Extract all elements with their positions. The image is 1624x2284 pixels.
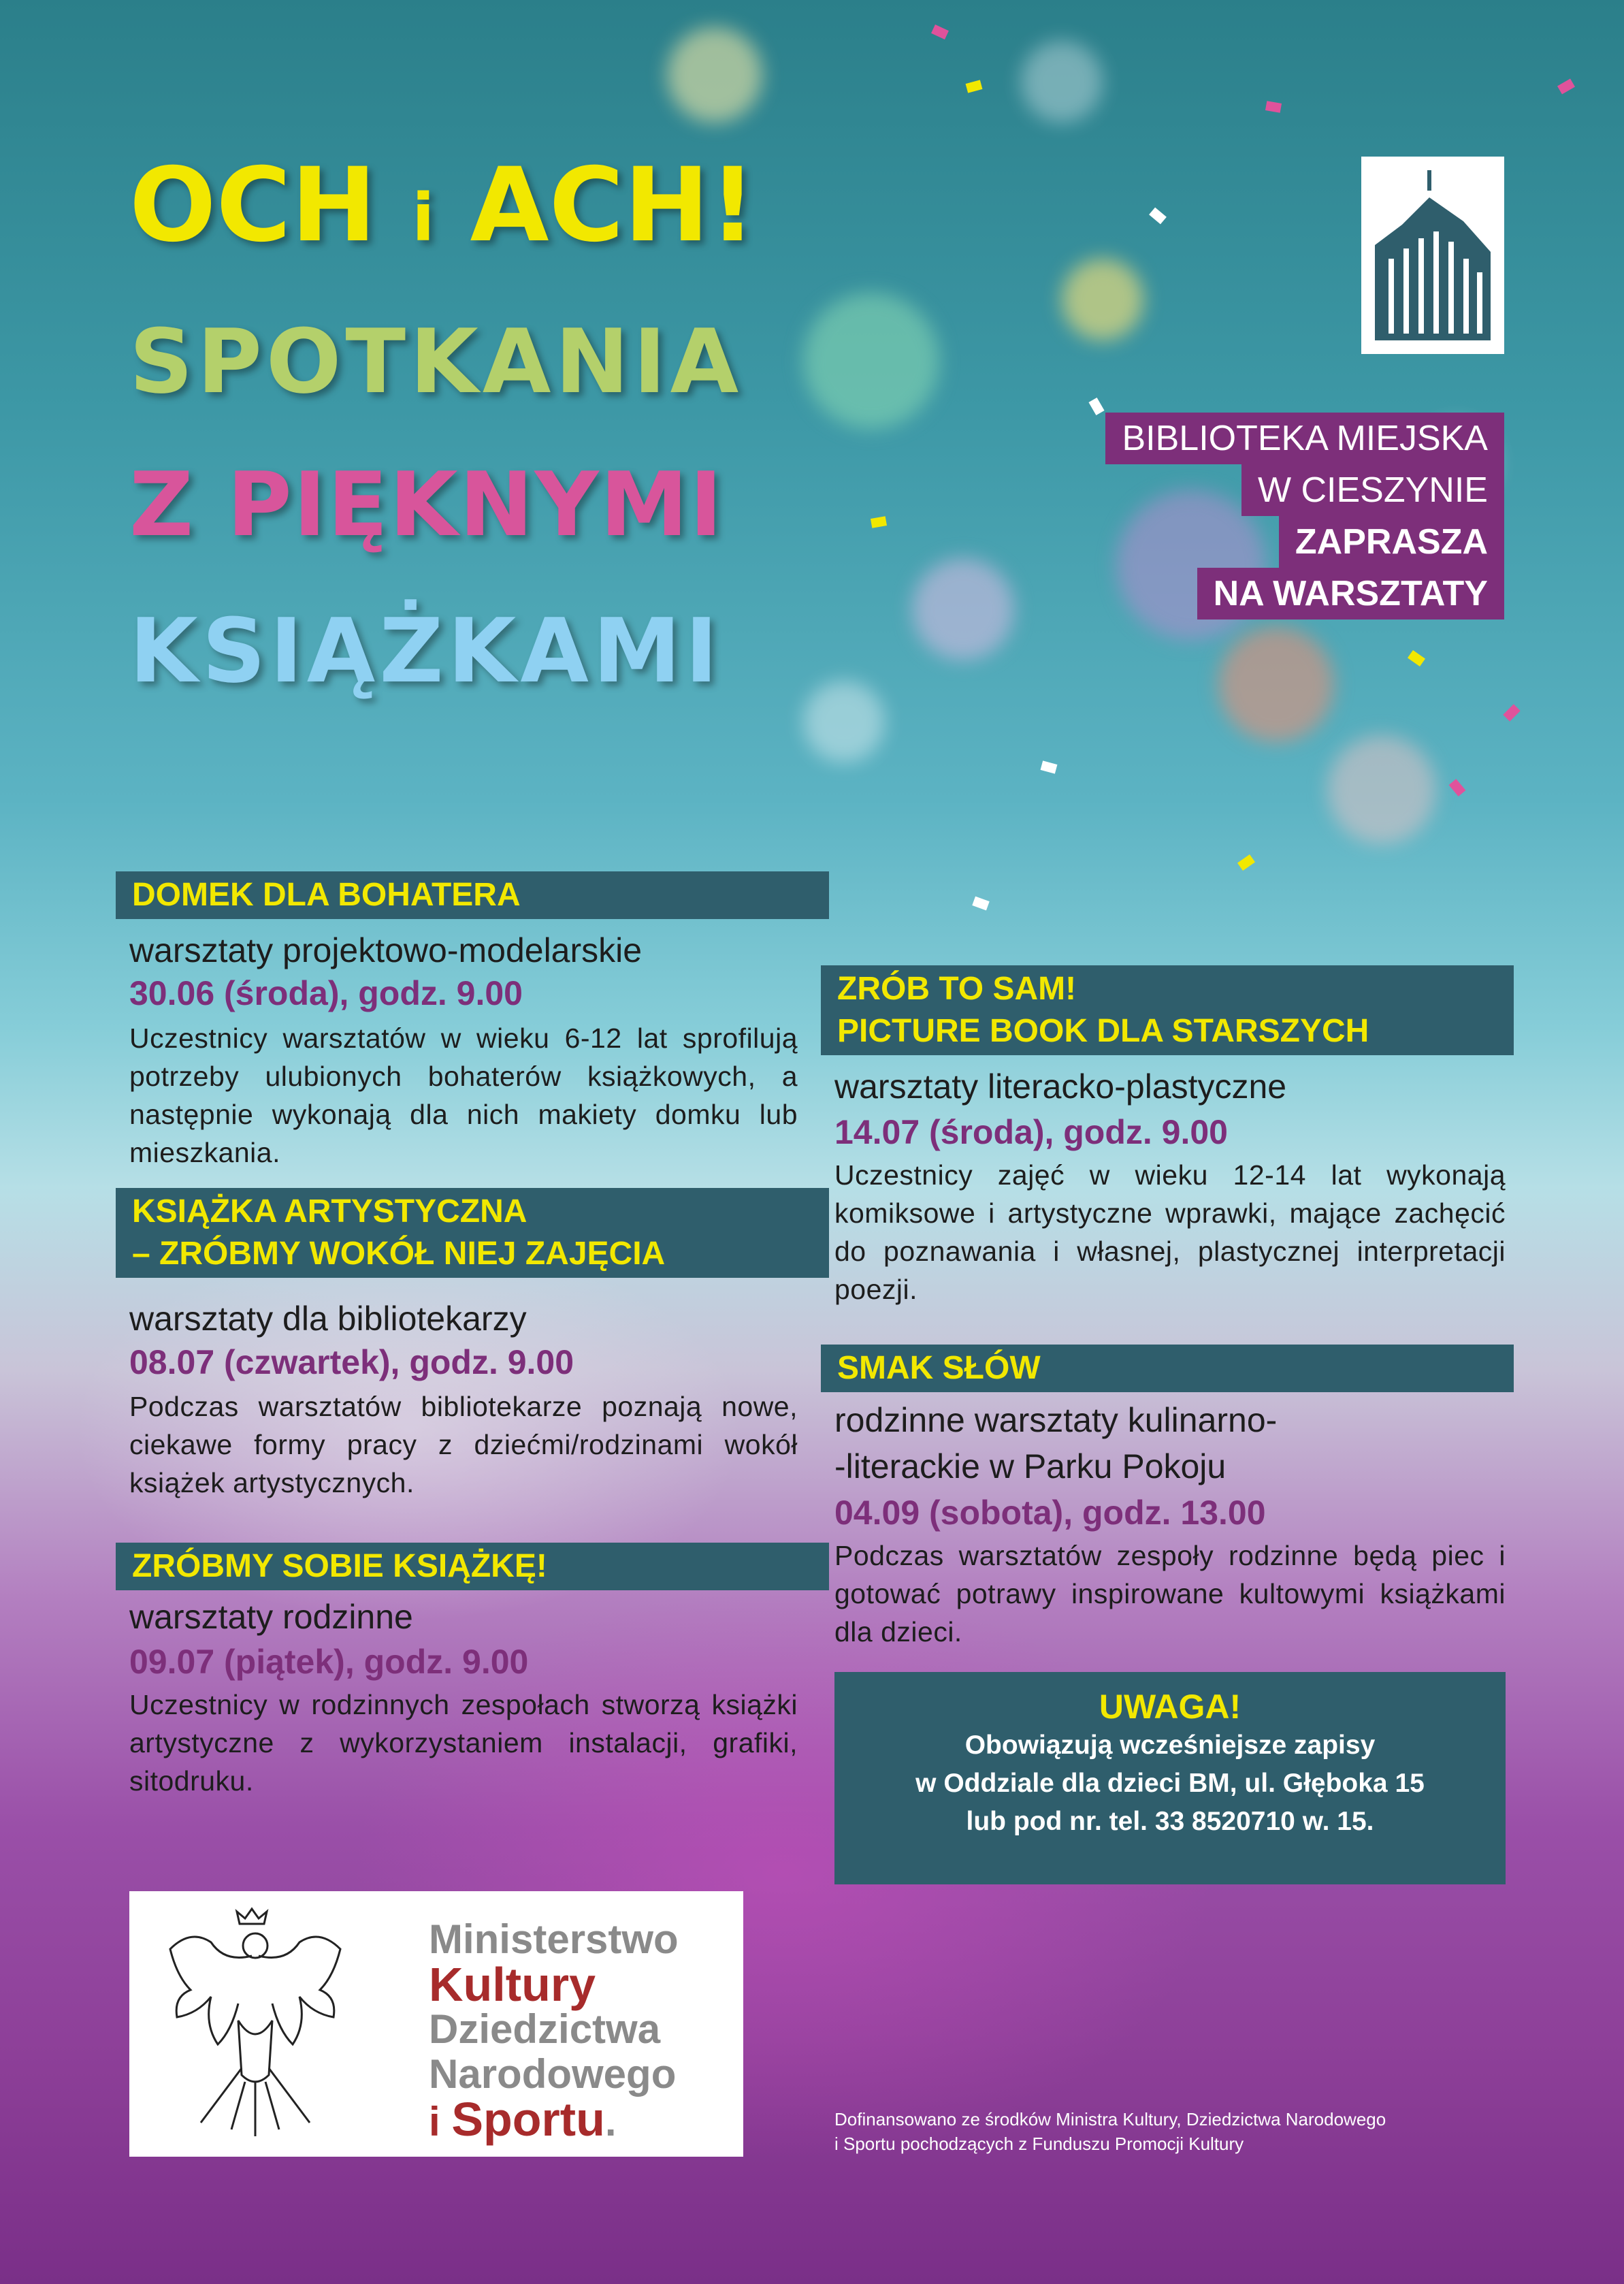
workshop-5-subtitle-line-1: rodzinne warsztaty kulinarno- bbox=[834, 1401, 1278, 1439]
title-ach: ACH! bbox=[470, 146, 756, 265]
registration-note bbox=[834, 1672, 1506, 1884]
bokeh-light bbox=[667, 27, 762, 123]
note-heading: UWAGA! bbox=[1099, 1688, 1241, 1726]
workshop-1-heading: DOMEK DLA BOHATERA bbox=[116, 871, 829, 919]
title-line-4: KSIĄŻKAMI bbox=[129, 599, 722, 703]
ministry-line-1: Ministerstwo bbox=[429, 1916, 679, 1962]
workshop-2-heading bbox=[116, 1188, 829, 1278]
confetti bbox=[1088, 398, 1104, 415]
workshop-2-subtitle: warsztaty dla bibliotekarzy bbox=[129, 1300, 527, 1338]
confetti bbox=[1408, 650, 1425, 666]
bokeh-light bbox=[1021, 41, 1103, 123]
funding-line-1: Dofinansowano ze środków Ministra Kultury, Dziedzictwa Narodowego bbox=[834, 2109, 1386, 2129]
workshop-1-description: Uczestnicy warsztatów w wieku 6-12 lat sprofilują potrzeby ulubionych bohaterów książkowych, a następnie wykonają dla nich makiety domku lub mieszkania. bbox=[129, 1023, 798, 1168]
building-icon bbox=[1361, 157, 1504, 354]
ministry-name bbox=[429, 1917, 679, 2144]
workshop-4-heading-line-1: ZRÓB TO SAM! bbox=[837, 971, 1077, 1007]
workshop-3-description: Uczestnicy w rodzinnych zespołach stworzą książki artystyczne z wykorzystaniem instalacji, grafiki, sitodruku. bbox=[129, 1689, 798, 1797]
confetti bbox=[1237, 854, 1255, 871]
confetti bbox=[966, 80, 983, 93]
ministry-sportu: Sportu bbox=[451, 2093, 605, 2146]
eagle-emblem-icon bbox=[143, 1891, 368, 2157]
workshop-2-heading-line-2: – ZRÓBMY WOKÓŁ NIEJ ZAJĘCIA bbox=[132, 1236, 666, 1272]
confetti bbox=[1149, 208, 1167, 225]
workshop-4-heading bbox=[821, 965, 1514, 1055]
workshop-5-heading: SMAK SŁÓW bbox=[821, 1345, 1514, 1392]
note-line-2: w Oddziale dla dzieci BM, ul. Głęboka 15 bbox=[915, 1769, 1425, 1798]
funding-line-2: i Sportu pochodzących z Funduszu Promocji Kultury bbox=[834, 2134, 1244, 2154]
bokeh-light bbox=[1327, 735, 1436, 844]
workshop-4-date: 14.07 (środa), godz. 9.00 bbox=[834, 1113, 1228, 1151]
ministry-i: i bbox=[429, 2099, 440, 2144]
confetti bbox=[1449, 779, 1466, 797]
library-name-line-2: W CIESZYNIE bbox=[1241, 464, 1504, 516]
ministry-line-4: Narodowego bbox=[429, 2051, 677, 2097]
workshop-3-date: 09.07 (piątek), godz. 9.00 bbox=[129, 1643, 529, 1681]
workshop-5-date: 04.09 (sobota), godz. 13.00 bbox=[834, 1494, 1266, 1532]
library-logo bbox=[1361, 157, 1504, 354]
workshop-4-subtitle: warsztaty literacko-plastyczne bbox=[834, 1067, 1287, 1106]
ministry-line-2: Kultury bbox=[429, 1958, 596, 2011]
title-i: i bbox=[412, 180, 435, 256]
bokeh-light bbox=[1062, 259, 1143, 340]
bokeh-light bbox=[1218, 626, 1334, 742]
bokeh-light bbox=[912, 558, 1014, 660]
workshop-2-heading-line-1: KSIĄŻKA ARTYSTYCZNA bbox=[132, 1193, 527, 1229]
confetti bbox=[1557, 78, 1575, 94]
workshop-2-description: Podczas warsztatów bibliotekarze poznają nowe, ciekawe formy pracy z dziećmi/rodzinami wokół książek artystycznych. bbox=[129, 1391, 798, 1498]
workshop-4-description: Uczestnicy zajęć w wieku 12-14 lat wykonają komiksowe i artystyczne wprawki, mające zachęcić do poznawania i własnej, plastycznej interpretacji poezji. bbox=[834, 1159, 1506, 1305]
funding-note bbox=[834, 2107, 1386, 2156]
workshop-1-subtitle: warsztaty projektowo-modelarskie bbox=[129, 931, 643, 969]
bokeh-light bbox=[803, 293, 939, 429]
library-invite-text-2: NA WARSZTATY bbox=[1213, 574, 1488, 613]
ministry-dot: . bbox=[604, 2099, 617, 2144]
confetti bbox=[871, 516, 887, 528]
ministry-logo bbox=[129, 1891, 743, 2157]
confetti bbox=[972, 897, 989, 911]
confetti bbox=[1265, 101, 1282, 113]
bokeh-light bbox=[803, 681, 885, 762]
ministry-line-5 bbox=[429, 2093, 679, 2146]
note-line-1: Obowiązują wcześniejsze zapisy bbox=[964, 1731, 1376, 1760]
confetti bbox=[931, 25, 949, 39]
title-line-3: Z PIĘKNYMI bbox=[129, 453, 724, 556]
title-och: OCH bbox=[129, 146, 377, 265]
library-invite-line-1 bbox=[1279, 516, 1504, 568]
workshop-2-date: 08.07 (czwartek), godz. 9.00 bbox=[129, 1343, 574, 1381]
confetti bbox=[1041, 760, 1058, 773]
workshop-4-heading-line-2: PICTURE BOOK DLA STARSZYCH bbox=[837, 1013, 1369, 1049]
workshop-5-description: Podczas warsztatów zespoły rodzinne będą piec i gotować potrawy inspirowane kultowymi książkami dla dzieci. bbox=[834, 1540, 1506, 1647]
note-line-3: lub pod nr. tel. 33 8520710 w. 15. bbox=[966, 1807, 1374, 1836]
confetti bbox=[1503, 704, 1520, 721]
title-line-1 bbox=[129, 146, 756, 265]
workshop-3-heading: ZRÓBMY SOBIE KSIĄŻKĘ! bbox=[116, 1543, 829, 1590]
workshop-1-date: 30.06 (środa), godz. 9.00 bbox=[129, 974, 523, 1012]
workshop-5-subtitle-line-2: -literackie w Parku Pokoju bbox=[834, 1447, 1227, 1485]
ministry-line-3: Dziedzictwa bbox=[429, 2006, 661, 2052]
title-line-2: SPOTKANIA bbox=[129, 310, 743, 413]
library-name-line-1: BIBLIOTEKA MIEJSKA bbox=[1105, 413, 1504, 464]
workshop-3-subtitle: warsztaty rodzinne bbox=[129, 1598, 413, 1636]
library-invite-line-2 bbox=[1197, 568, 1504, 620]
library-invite-text-1: ZAPRASZA bbox=[1295, 522, 1488, 562]
